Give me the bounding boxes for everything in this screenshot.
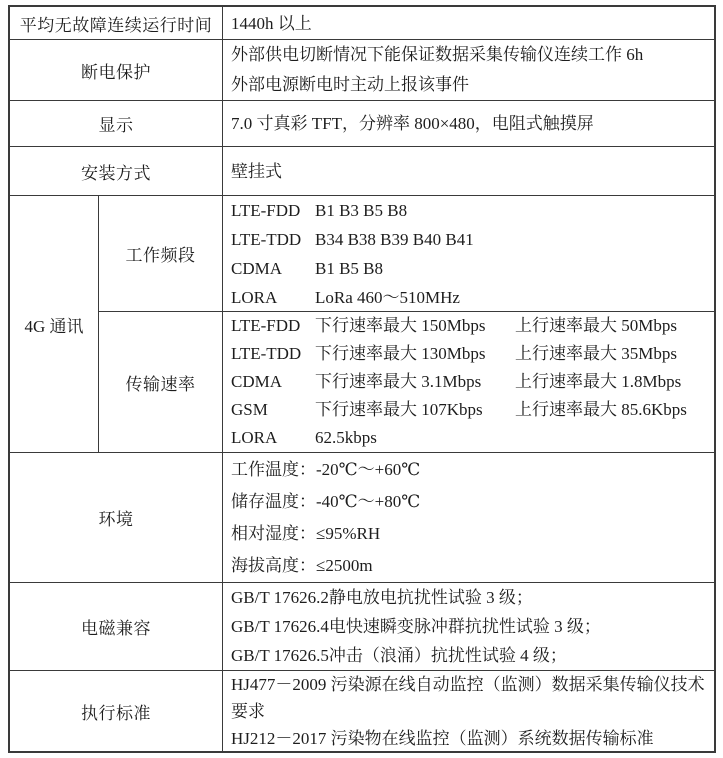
protocol-name: LTE-TDD [231, 344, 302, 363]
sub-row-work-band [99, 196, 714, 312]
band-list: B1 B5 B8 [315, 258, 384, 278]
sub-value-transfer-rate [223, 312, 714, 452]
uplink-rate: 上行速率最大 85.6Kbps [515, 400, 687, 419]
value-line: HJ477－2009 污染源在线自动监控（监测）数据采集传输仪技术要求 [231, 675, 705, 721]
band-entry [231, 283, 706, 312]
spec-table [8, 5, 716, 753]
rate-entry [231, 340, 706, 368]
table-row-display [10, 101, 714, 147]
table-row-standards [10, 671, 714, 752]
row-label-emc: 电磁兼容 [10, 583, 223, 670]
row-label-4g-comm: 4G 通讯 [10, 196, 99, 452]
band-entry [231, 225, 706, 254]
table-row-installation [10, 147, 714, 196]
band-list: B1 B3 B5 B8 [315, 200, 408, 220]
row-label-power-off-protection: 断电保护 [10, 40, 223, 100]
value-line: HJ212－2017 污染物在线监控（监测）系统数据传输标准 [231, 729, 654, 748]
uplink-rate: 上行速率最大 1.8Mbps [515, 372, 682, 391]
row-value-installation [223, 147, 714, 195]
protocol-name: GSM [231, 400, 268, 419]
band-list: B34 B38 B39 B40 B41 [315, 229, 474, 249]
value-line: GB/T 17626.4电快速瞬变脉冲群抗扰性试验 3 级； [231, 617, 601, 636]
value-line: 7.0 寸真彩 TFT，分辨率 800×480，电阻式触摸屏 [231, 114, 594, 133]
protocol-name: CDMA [231, 258, 283, 278]
4g-sub-rows [99, 196, 714, 452]
row-value-power-off-protection [223, 40, 714, 100]
uplink-rate: 上行速率最大 35Mbps [515, 344, 677, 363]
row-value-standards [223, 671, 714, 752]
sub-value-work-band [223, 196, 714, 311]
row-label-display: 显示 [10, 101, 223, 146]
row-value-mtbf [223, 7, 714, 39]
sub-label-work-band: 工作频段 [99, 196, 223, 311]
table-row-mtbf [10, 7, 714, 40]
value-line: GB/T 17626.2静电放电抗扰性试验 3 级； [231, 588, 533, 607]
row-value-environment [223, 453, 714, 582]
value-line: 海拔高度：≤2500m [231, 555, 373, 575]
value-line: 外部供电切断情况下能保证数据采集传输仪连续工作 6h [231, 45, 644, 64]
protocol-name: CDMA [231, 372, 283, 391]
protocol-name: LTE-FDD [231, 200, 301, 220]
downlink-rate: 62.5kbps [315, 428, 377, 447]
rate-entry [231, 368, 706, 396]
row-value-emc [223, 583, 714, 670]
band-list: LoRa 460～510MHz [315, 287, 460, 307]
value-line: 相对湿度：≤95%RH [231, 523, 381, 543]
table-row-emc [10, 583, 714, 671]
table-row-environment [10, 453, 714, 583]
protocol-name: LORA [231, 428, 278, 447]
downlink-rate: 下行速率最大 3.1Mbps [315, 372, 482, 391]
value-line: 1440h 以上 [231, 13, 312, 33]
downlink-rate: 下行速率最大 107Kbps [315, 400, 483, 419]
value-line: 工作温度：-20℃～+60℃ [231, 459, 421, 479]
table-row-power-off-protection [10, 40, 714, 101]
table-row-4g-comm [10, 196, 714, 453]
sub-label-transfer-rate: 传输速率 [99, 312, 223, 452]
rate-entry [231, 424, 706, 452]
row-label-installation: 安装方式 [10, 147, 223, 195]
sub-row-transfer-rate [99, 312, 714, 452]
protocol-name: LORA [231, 287, 278, 307]
value-line: 壁挂式 [231, 161, 282, 181]
rate-entry [231, 312, 706, 340]
downlink-rate: 下行速率最大 130Mbps [315, 344, 486, 363]
uplink-rate: 上行速率最大 50Mbps [515, 316, 677, 335]
rate-entry [231, 396, 706, 424]
value-line: GB/T 17626.5冲击（浪涌）抗扰性试验 4 级； [231, 646, 567, 665]
band-entry [231, 196, 706, 225]
row-label-standards: 执行标准 [10, 671, 223, 752]
band-entry [231, 254, 706, 283]
row-label-mtbf: 平均无故障连续运行时间 [10, 7, 223, 39]
protocol-name: LTE-TDD [231, 229, 302, 249]
value-line: 储存温度：-40℃～+80℃ [231, 491, 421, 511]
row-value-display [223, 101, 714, 146]
protocol-name: LTE-FDD [231, 316, 301, 335]
downlink-rate: 下行速率最大 150Mbps [315, 316, 486, 335]
value-line: 外部电源断电时主动上报该事件 [231, 75, 469, 94]
row-label-environment: 环境 [10, 453, 223, 582]
